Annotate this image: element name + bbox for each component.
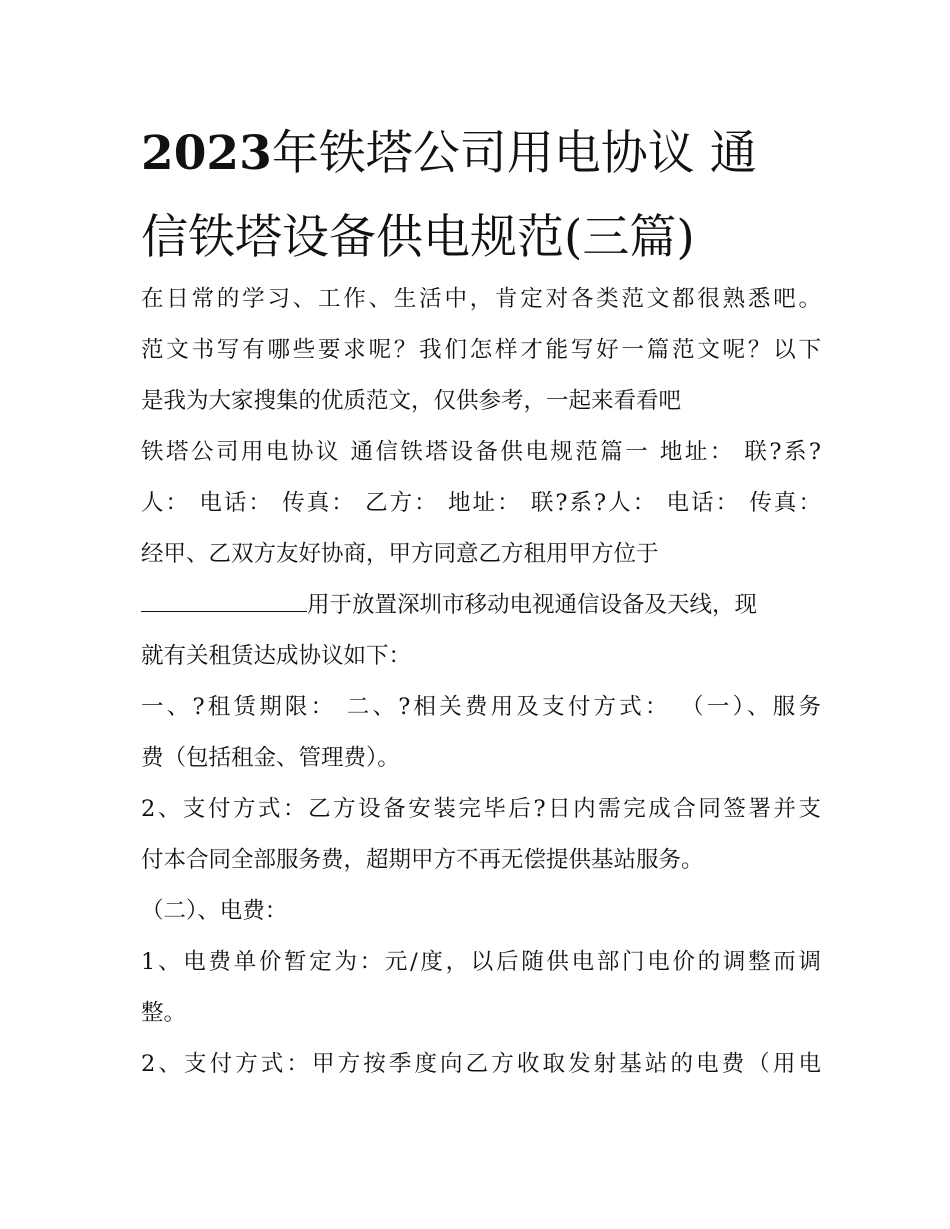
body-line: 2、支付方式：甲方按季度向乙方收取发射基站的电费（用电 — [141, 1051, 821, 1077]
body-line: 一、?租赁期限： 二、?相关费用及支付方式： （一）、服务 — [141, 694, 821, 720]
body-line: 就有关租赁达成协议如下： — [141, 643, 412, 669]
body-line: 人： 电话： 传真： 乙方： 地址： 联?系?人： 电话： 传真： — [141, 490, 821, 516]
title-year: 2023 — [141, 126, 272, 181]
body-line: 整。 — [141, 1000, 187, 1026]
body-line: 是我为大家搜集的优质范文，仅供参考，一起来看看吧 — [141, 388, 682, 414]
title-line1-text: 年铁塔公司用电协议 通 — [271, 126, 757, 181]
body-line: 费（包括租金、管理费）。 — [141, 745, 400, 771]
fill-in-blank — [141, 591, 307, 612]
body-line: 经甲、乙双方友好协商，甲方同意乙方租用甲方位于 — [141, 541, 659, 567]
body-line-text: 用于放置深圳市移动电视通信设备及天线，现 — [307, 592, 758, 618]
body-line: 2、支付方式：乙方设备安装完毕后?日内需完成合同签署并支 — [141, 796, 821, 822]
body-line: 范文书写有哪些要求呢？我们怎样才能写好一篇范文呢？以下 — [141, 337, 821, 363]
body-line: 铁塔公司用电协议 通信铁塔设备供电规范篇一 地址： 联?系? — [141, 439, 821, 465]
body-line: （二）、电费： — [141, 898, 288, 924]
body-line: 1、电费单价暂定为：元/度，以后随供电部门电价的调整而调 — [141, 949, 821, 975]
title-line2-text: 信铁塔设备供电规范(三篇) — [141, 210, 695, 265]
body-line: 付本合同全部服务费，超期甲方不再无偿提供基站服务。 — [141, 847, 704, 873]
document-title — [141, 112, 821, 280]
document-body — [141, 274, 821, 1090]
body-line: 在日常的学习、工作、生活中，肯定对各类范文都很熟悉吧。 — [141, 286, 821, 312]
body-line-with-blank — [141, 580, 821, 631]
